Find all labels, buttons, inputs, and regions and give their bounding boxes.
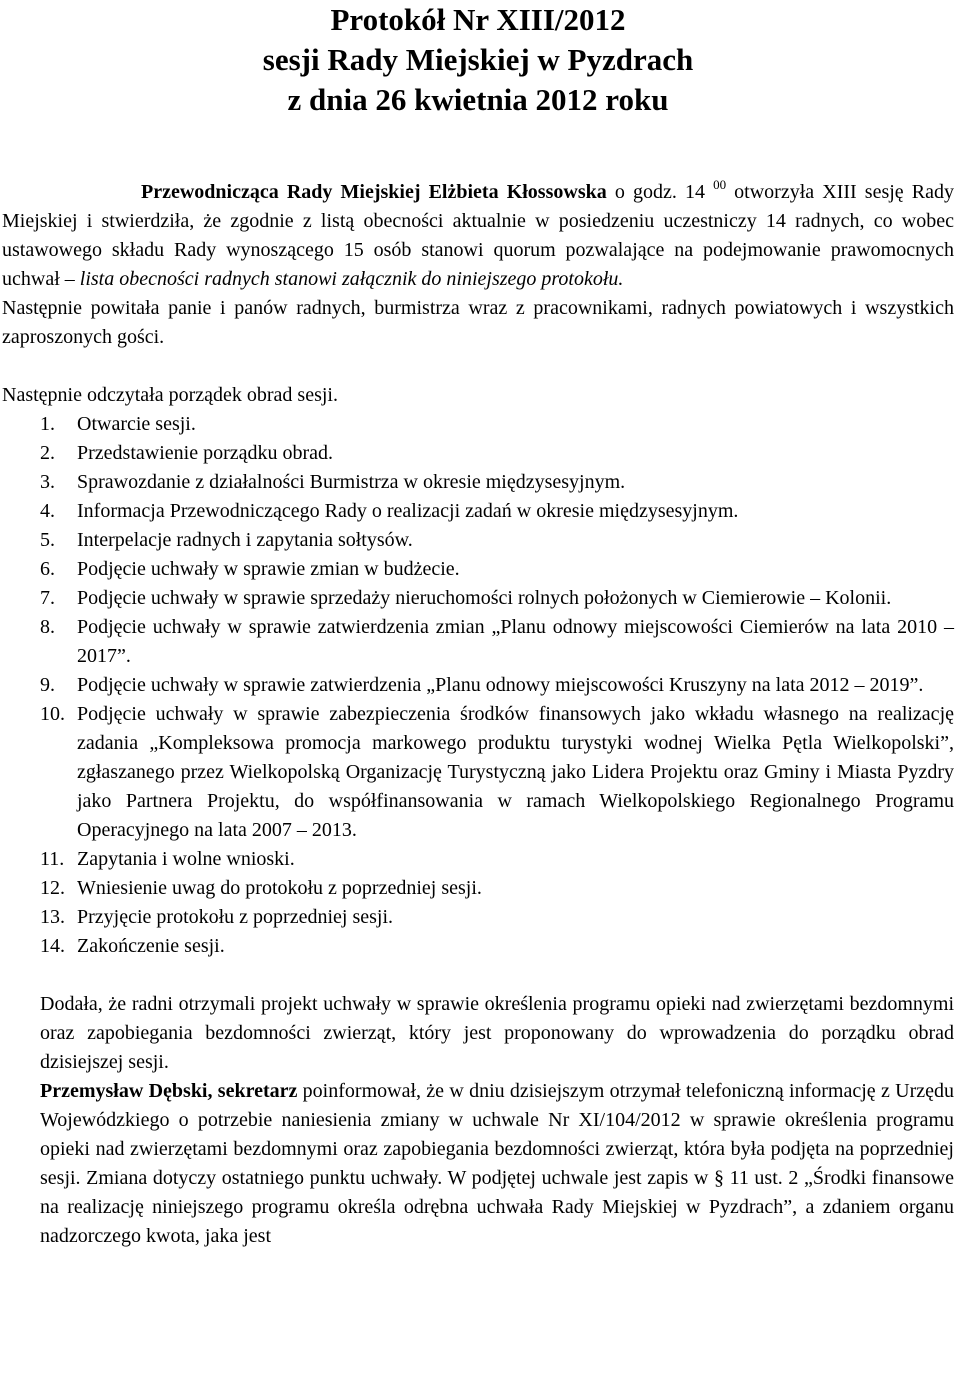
- agenda-item: [2, 410, 954, 439]
- agenda-intro: Następnie odczytała porządek obrad sesji.: [2, 384, 338, 406]
- agenda-item-text: Zapytania i wolne wnioski.: [77, 848, 295, 870]
- agenda-item-text: Podjęcie uchwały w sprawie zmian w budżecie.: [77, 558, 460, 580]
- agenda-item-text: Przedstawienie porządku obrad.: [77, 442, 334, 464]
- agenda-item-text: Zakończenie sesji.: [77, 935, 225, 957]
- agenda-item-text: Podjęcie uchwały w sprawie zatwierdzenia zmian „Planu odnowy miejscowości Ciemierów na lata 2010 – 2017”.: [77, 616, 954, 667]
- agenda-item: [2, 932, 954, 961]
- agenda-item-number: 11.: [40, 848, 65, 870]
- spacer: [2, 352, 954, 381]
- secretary-paragraph: [40, 1077, 954, 1251]
- agenda-item-number: 14.: [40, 935, 65, 957]
- agenda-item: [2, 468, 954, 497]
- agenda-item: [2, 845, 954, 874]
- opening-time-text: o godz. 14: [606, 181, 714, 203]
- closing-block: [2, 990, 954, 1251]
- agenda-item-number: 6.: [40, 558, 55, 580]
- agenda-item: [2, 584, 954, 613]
- agenda-item: [2, 526, 954, 555]
- agenda-item-number: 2.: [40, 442, 55, 464]
- agenda-item-text: Podjęcie uchwały w sprawie sprzedaży nieruchomości rolnych położonych w Ciemierowie – Kolonii.: [77, 587, 892, 609]
- agenda-list: [2, 410, 954, 961]
- added-paragraph: Dodała, że radni otrzymali projekt uchwały w sprawie określenia programu opieki nad zwierzętami bezdomnymi oraz zapobiegania bezdomności zwierząt, który jest proponowany do wprowadzenia do porządku obrad dzisiejszej sesji.: [40, 993, 954, 1073]
- agenda-item-number: 5.: [40, 529, 55, 551]
- agenda-item-text: Sprawozdanie z działalności Burmistrza w okresie międzysesyjnym.: [77, 471, 626, 493]
- agenda-item: [2, 903, 954, 932]
- agenda-item-number: 1.: [40, 413, 55, 435]
- agenda-item: [2, 874, 954, 903]
- attendance-note: lista obecności radnych stanowi załącznik do niniejszego protokołu.: [79, 268, 624, 290]
- opening-time-minutes: 00: [713, 177, 727, 192]
- spacer: [2, 961, 954, 990]
- title-line-2: sesji Rady Miejskiej w Pyzdrach: [262, 42, 694, 77]
- agenda-item: [2, 555, 954, 584]
- agenda-item-number: 10.: [40, 703, 65, 725]
- agenda-item-number: 12.: [40, 877, 65, 899]
- document-title: [2, 0, 954, 120]
- greeting-paragraph: Następnie powitała panie i panów radnych, burmistrza wraz z pracownikami, radnych powiatowych i wszystkich zaproszonych gości.: [2, 297, 954, 348]
- title-line-3: z dnia 26 kwietnia 2012 roku: [287, 82, 669, 117]
- agenda-item-text: Przyjęcie protokołu z poprzedniej sesji.: [77, 906, 394, 928]
- agenda-item-text: Wniesienie uwag do protokołu z poprzedniej sesji.: [77, 877, 482, 899]
- secretary-name: Przemysław Dębski, sekretarz: [40, 1080, 298, 1102]
- agenda-item: [2, 671, 954, 700]
- agenda-item-text: Informacja Przewodniczącego Rady o realizacji zadań w okresie międzysesyjnym.: [77, 500, 739, 522]
- agenda-item-number: 4.: [40, 500, 55, 522]
- opening-paragraph: [2, 178, 954, 294]
- agenda-item: [2, 497, 954, 526]
- agenda-item-number: 13.: [40, 906, 65, 928]
- agenda-item-text: Podjęcie uchwały w sprawie zatwierdzenia „Planu odnowy miejscowości Kruszyny na lata 2012 – 2019”.: [77, 674, 924, 696]
- agenda-item-text: Interpelacje radnych i zapytania sołtysów.: [77, 529, 413, 551]
- chairwoman-name: Przewodnicząca Rady Miejskiej Elżbieta Kłossowska: [141, 181, 607, 203]
- agenda-item-text: Podjęcie uchwały w sprawie zabezpieczenia środków finansowych jako wkładu własnego na realizację zadania „Kompleksowa promocja markowego produktu turystyki wodnej Wielka Pętla Wielkopolski”, zgłaszanego przez Wielkopolską Organizację Turystyczną jako Lidera Projektu oraz Gminy i Miasta Pyzdry jako Partnera Projektu, do współfinansowania w ramach Wielkopolskiego Regionalnego Programu Operacyjnego na lata 2007 – 2013.: [77, 703, 954, 841]
- opening-body-text: otworzyła XIII sesję Rady Miejskiej i stwierdziła, że zgodnie z listą obecności aktualnie w posiedzeniu uczestniczy 14 radnych, co wobec ustawowego składu Rady wynoszącego 15 osób stanowi quorum pozwalające na podejmowanie prawomocnych uchwał –: [2, 181, 954, 290]
- agenda-item-number: 8.: [40, 616, 55, 638]
- agenda-item-number: 9.: [40, 674, 55, 696]
- agenda-item: [2, 700, 954, 845]
- title-spacer: [2, 120, 954, 178]
- agenda-item-number: 3.: [40, 471, 55, 493]
- agenda-item-number: 7.: [40, 587, 55, 609]
- agenda-item-text: Otwarcie sesji.: [77, 413, 196, 435]
- agenda-item: [2, 613, 954, 671]
- agenda-item: [2, 439, 954, 468]
- secretary-text: poinformował, że w dniu dzisiejszym otrzymał telefoniczną informację z Urzędu Wojewódzkiego o potrzebie naniesienia zmiany w uchwale Nr XI/104/2012 w sprawie określenia programu opieki nad zwierzętami bezdomnymi oraz zapobiegania bezdomności zwierząt, która była podjęta na poprzedniej sesji. Zmiana dotyczy ostatniego punktu uchwały. W podjętej uchwale jest zapis w § 11 ust. 2 „Środki finansowe na realizację niniejszego programu określa odrębna uchwała Rady Miejskiej w Pyzdrach”, a zdaniem organu nadzorczego kwota, jaka jest: [40, 1080, 954, 1247]
- opening-block: [2, 178, 954, 410]
- title-line-1: Protokół Nr XIII/2012: [330, 2, 626, 37]
